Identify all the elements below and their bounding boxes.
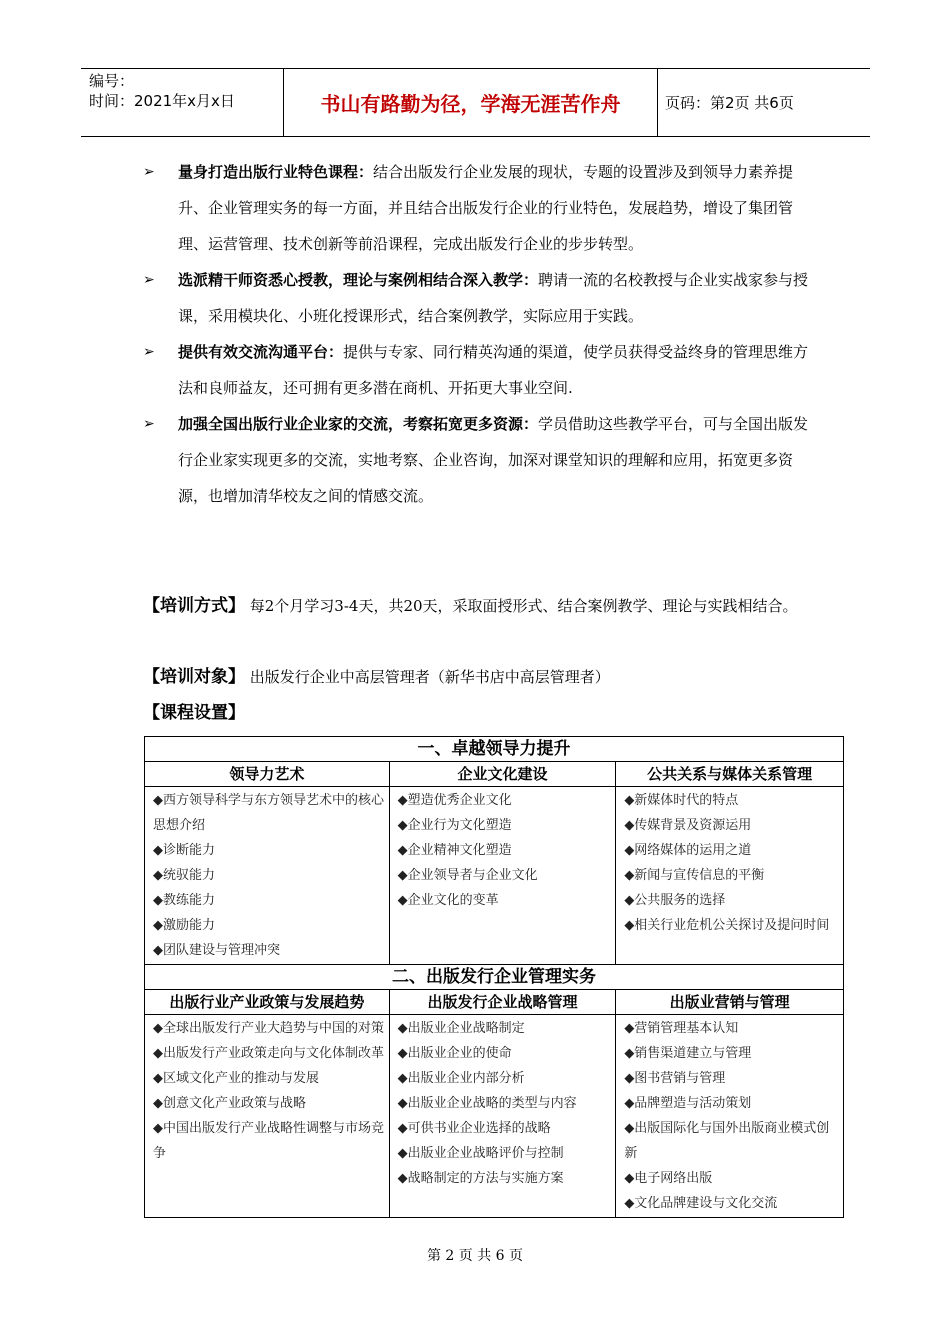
- column-header: 公共关系与媒体关系管理: [616, 762, 844, 787]
- section-row: [145, 965, 844, 990]
- course-item: ◆公共服务的选择: [624, 893, 726, 908]
- course-item: ◆出版发行产业政策走向与文化体制改革: [153, 1046, 384, 1061]
- training-target: [143, 661, 833, 693]
- header-info-cell: [81, 69, 283, 136]
- course-item: ◆全球出版发行产业大趋势与中国的对策: [153, 1021, 384, 1036]
- course-item: ◆统驭能力: [153, 868, 215, 883]
- course-item: ◆文化品牌建设与文化交流: [624, 1196, 778, 1211]
- bullet-text: 结合出版发行企业发展的现状，专题的设置涉及到领导力素养提升、企业管理实务的每一方面，并且结合出版发行企业的行业特色，发展趋势，增设了集团管理、运营管理、技术创新等前沿课程，完成出版发行企业的步步转型。: [178, 163, 794, 253]
- arrow-bullet-icon: ➢: [143, 272, 155, 288]
- course-item: ◆企业领导者与企业文化: [397, 868, 538, 883]
- course-item: ◆图书营销与管理: [624, 1071, 726, 1086]
- course-item: ◆教练能力: [153, 893, 215, 908]
- section-title: 二、出版发行企业管理实务: [145, 965, 844, 990]
- training-target-text: 出版发行企业中高层管理者（新华书店中高层管理者）: [245, 668, 610, 686]
- arrow-bullet-icon: ➢: [143, 416, 155, 432]
- training-method-label: 【培训方式】: [143, 596, 245, 616]
- training-method-text: 每2个月学习3-4天，共20天，采取面授形式、结合案例教学、理论与实践相结合。: [245, 597, 798, 615]
- items-cell: [616, 1015, 844, 1218]
- items-cell: [616, 787, 844, 965]
- course-item: ◆相关行业危机公关探讨及提问时间: [624, 918, 830, 933]
- bullet-text: 学员借助这些教学平台，可与全国出版发行企业家实现更多的交流，实地考察、企业咨询，加深对课堂知识的理解和应用，拓宽更多资源，也增加清华校友之间的情感交流。: [178, 415, 809, 505]
- bullet-list: [140, 154, 820, 514]
- bullet-item: [140, 262, 820, 334]
- bullet-text: 提供与专家、同行精英沟通的渠道，使学员获得受益终身的管理思维方法和良师益友，还可拥有更多潜在商机、开拓更大事业空间.: [178, 343, 809, 397]
- course-item: ◆战略制定的方法与实施方案: [397, 1171, 564, 1186]
- bullet-item: [140, 334, 820, 406]
- arrow-bullet-icon: ➢: [143, 344, 155, 360]
- column-header: 出版行业产业政策与发展趋势: [145, 990, 390, 1015]
- items-row: [145, 787, 844, 965]
- course-label: 【课程设置】: [143, 703, 245, 723]
- section-row: [145, 737, 844, 762]
- training-method: [143, 590, 833, 622]
- course-item: ◆创意文化产业政策与战略: [153, 1096, 306, 1111]
- bullet-title: 选派精干师资悉心授教，理论与案例相结合深入教学：: [178, 271, 539, 289]
- course-item: ◆西方领导科学与东方领导艺术中的核心思想介绍: [153, 793, 384, 833]
- course-item: ◆出版业企业战略制定: [397, 1021, 525, 1036]
- course-item: ◆出版业企业的使命: [397, 1046, 512, 1061]
- section-title: 一、卓越领导力提升: [145, 737, 844, 762]
- course-item: ◆网络媒体的运用之道: [624, 843, 752, 858]
- column-header: 出版发行企业战略管理: [389, 990, 616, 1015]
- course-item: ◆新闻与宣传信息的平衡: [624, 868, 765, 883]
- time-label: 时间：2021年x月x日: [89, 92, 235, 110]
- column-header-row: [145, 990, 844, 1015]
- header-page-label: 页码：第2页 共6页: [665, 94, 794, 112]
- course-table: [144, 736, 844, 1218]
- bullet-title: 量身打造出版行业特色课程：: [178, 163, 374, 181]
- column-header: 企业文化建设: [389, 762, 616, 787]
- items-cell: [389, 1015, 616, 1218]
- items-row: [145, 1015, 844, 1218]
- course-item: ◆可供书业企业选择的战略: [397, 1121, 551, 1136]
- course-item: ◆出版国际化与国外出版商业模式创新: [624, 1121, 830, 1161]
- course-item: ◆出版业企业内部分析: [397, 1071, 525, 1086]
- header-motto: 书山有路勤为径，学海无涯苦作舟: [283, 69, 658, 136]
- items-cell: [145, 1015, 390, 1218]
- course-item: ◆销售渠道建立与管理: [624, 1046, 752, 1061]
- page-header: [81, 68, 870, 137]
- bullet-text: 聘请一流的名校教授与企业实战家参与授课，采用模块化、小班化授课形式，结合案例教学，实际应用于实践。: [178, 271, 809, 325]
- bullet-title: 加强全国出版行业企业家的交流，考察拓宽更多资源：: [178, 415, 539, 433]
- course-item: ◆诊断能力: [153, 843, 215, 858]
- course-item: ◆企业文化的变革: [397, 893, 499, 908]
- course-item: ◆出版业企业战略的类型与内容: [397, 1096, 577, 1111]
- course-heading: [143, 697, 833, 729]
- bullet-title: 提供有效交流沟通平台：: [178, 343, 344, 361]
- course-item: ◆品牌塑造与活动策划: [624, 1096, 752, 1111]
- course-item: ◆传媒背景及资源运用: [624, 818, 752, 833]
- number-label: 编号：: [89, 72, 135, 90]
- course-item: ◆区域文化产业的推动与发展: [153, 1071, 319, 1086]
- course-item: ◆营销管理基本认知: [624, 1021, 739, 1036]
- bullet-item: [140, 154, 820, 262]
- course-item: ◆企业精神文化塑造: [397, 843, 512, 858]
- course-item: ◆团队建设与管理冲突: [153, 943, 280, 958]
- items-cell: [145, 787, 390, 965]
- course-item: ◆中国出版发行产业战略性调整与市场竞争: [153, 1121, 384, 1161]
- column-header-row: [145, 762, 844, 787]
- course-item: ◆激励能力: [153, 918, 215, 933]
- column-header: 领导力艺术: [145, 762, 390, 787]
- column-header: 出版业营销与管理: [616, 990, 844, 1015]
- course-item: ◆企业行为文化塑造: [397, 818, 512, 833]
- page-footer: 第 2 页 共 6 页: [426, 1248, 524, 1264]
- training-target-label: 【培训对象】: [143, 667, 245, 687]
- items-cell: [389, 787, 616, 965]
- bullet-item: [140, 406, 820, 514]
- course-item: ◆新媒体时代的特点: [624, 793, 739, 808]
- arrow-bullet-icon: ➢: [143, 164, 155, 180]
- course-item: ◆电子网络出版: [624, 1171, 713, 1186]
- course-item: ◆塑造优秀企业文化: [397, 793, 512, 808]
- course-item: ◆出版业企业战略评价与控制: [397, 1146, 564, 1161]
